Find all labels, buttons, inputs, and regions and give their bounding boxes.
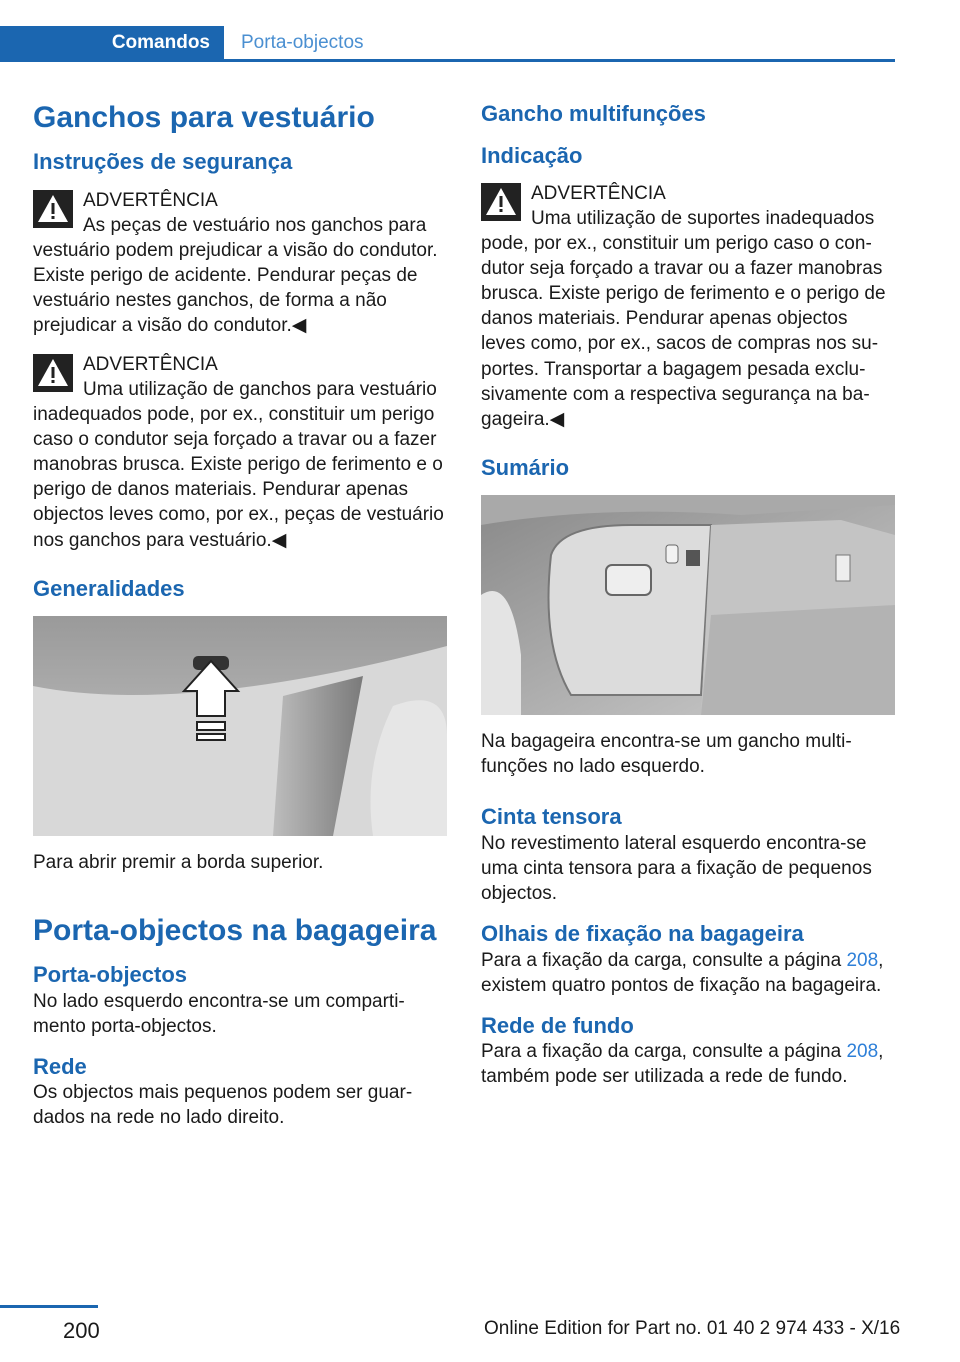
- olhais-text-a: Para a fixação da carga, consulte a página: [481, 949, 847, 971]
- heading-sumario: Sumário: [481, 454, 570, 480]
- tab-porta-objectos[interactable]: Porta-objectos: [241, 32, 364, 53]
- warning-title: ADVERTÊNCIA: [83, 353, 218, 375]
- page-link-208[interactable]: 208: [846, 949, 879, 971]
- heading-gancho-multifuncoes: Gancho multifunções: [481, 101, 706, 126]
- fundo-text-b: , também pode ser utilizada a rede de fundo.: [481, 1041, 884, 1088]
- warning-title: ADVERTÊNCIA: [83, 189, 218, 211]
- warning-triangle-icon: [33, 354, 73, 392]
- page-number: 200: [63, 1318, 100, 1343]
- paragraph-rede-de-fundo: [481, 1039, 895, 1089]
- olhais-text-b: , existem quatro pontos de fixação na bagageira.: [481, 949, 884, 996]
- photo-caption-right: Na bagageira encontra-se um gancho multifunções no lado esquerdo.: [481, 731, 852, 778]
- warning-block-3: [481, 181, 895, 432]
- right-column: [481, 100, 895, 1089]
- header-rule: [0, 59, 895, 62]
- paragraph-olhais: [481, 948, 895, 998]
- heading-rede-de-fundo: Rede de fundo: [481, 1012, 634, 1038]
- warning-title: ADVERTÊNCIA: [531, 183, 666, 204]
- heading-cinta-tensora: Cinta tensora: [481, 804, 622, 830]
- tab-comandos[interactable]: Comandos: [0, 26, 224, 62]
- heading-safety: Instruções de segurança: [33, 149, 293, 174]
- heading-porta-objectos: Porta-objectos: [33, 962, 188, 988]
- left-column: [33, 100, 447, 1130]
- warning-block-1: [33, 188, 447, 338]
- heading-indicacao: Indicação: [481, 142, 583, 168]
- section-title-porta-objectos: Porta-objectos na bagageira: [33, 914, 437, 948]
- edition-text: Online Edition for Part no. 01 40 2 974 433 - X/16: [484, 1318, 901, 1339]
- warning-text: Uma utilização de ganchos para vestuário inadequados pode, por ex., constituir um perigo caso o condutor seja forçado a travar ou a fazer manobras brusca. Existe perigo de ferimento e o perigo de danos materiais. Pendurar apenas objectos leves como, por ex., peças de vestuário nos ganchos para vestuário.◀: [33, 379, 444, 551]
- heading-generalidades: Generalidades: [33, 575, 185, 601]
- fundo-text-a: Para a fixação da carga, consulte a página: [481, 1041, 847, 1063]
- paragraph-porta-objectos: No lado esquerdo encontra-se um compartimento porta-objectos.: [33, 990, 405, 1037]
- heading-olhais: Olhais de fixação na bagageira: [481, 921, 804, 947]
- paragraph-cinta-tensora: No revestimento lateral esquerdo encontra-se uma cinta tensora para a fixação de pequenos objectos.: [481, 832, 872, 905]
- warning-text: Uma utilização de suportes inadequados pode, por ex., constituir um perigo caso o condutor seja forçado a travar ou a fazer manobras brusca. Existe perigo de ferimento e o perigo de danos materiais. Pendurar apenas objectos leves como, por ex., sacos de compras nos suportes. Transportar a bagagem pesada exclusivamente com a respectiva segurança na bagageira.◀: [481, 208, 886, 430]
- heading-rede: Rede: [33, 1053, 87, 1079]
- warning-block-2: [33, 352, 447, 553]
- headliner-hook-photo: [33, 616, 447, 836]
- paragraph-rede: Os objectos mais pequenos podem ser guardados na rede no lado direito.: [33, 1082, 413, 1129]
- warning-text: As peças de vestuário nos ganchos para vestuário podem prejudicar a visão do condutor. Existe perigo de acidente. Pendurar peças de vestuário nestes ganchos, de forma a não prejudicar a visão do condutor.◀: [33, 214, 438, 336]
- trunk-photo: [481, 495, 895, 715]
- photo-caption-left: Para abrir premir a borda superior.: [33, 852, 324, 874]
- footer-rule: [0, 1305, 98, 1308]
- warning-triangle-icon: [33, 190, 73, 228]
- page-link-208[interactable]: 208: [846, 1041, 879, 1063]
- warning-triangle-icon: [481, 183, 521, 221]
- section-title-ganchos: Ganchos para vestuário: [33, 101, 375, 134]
